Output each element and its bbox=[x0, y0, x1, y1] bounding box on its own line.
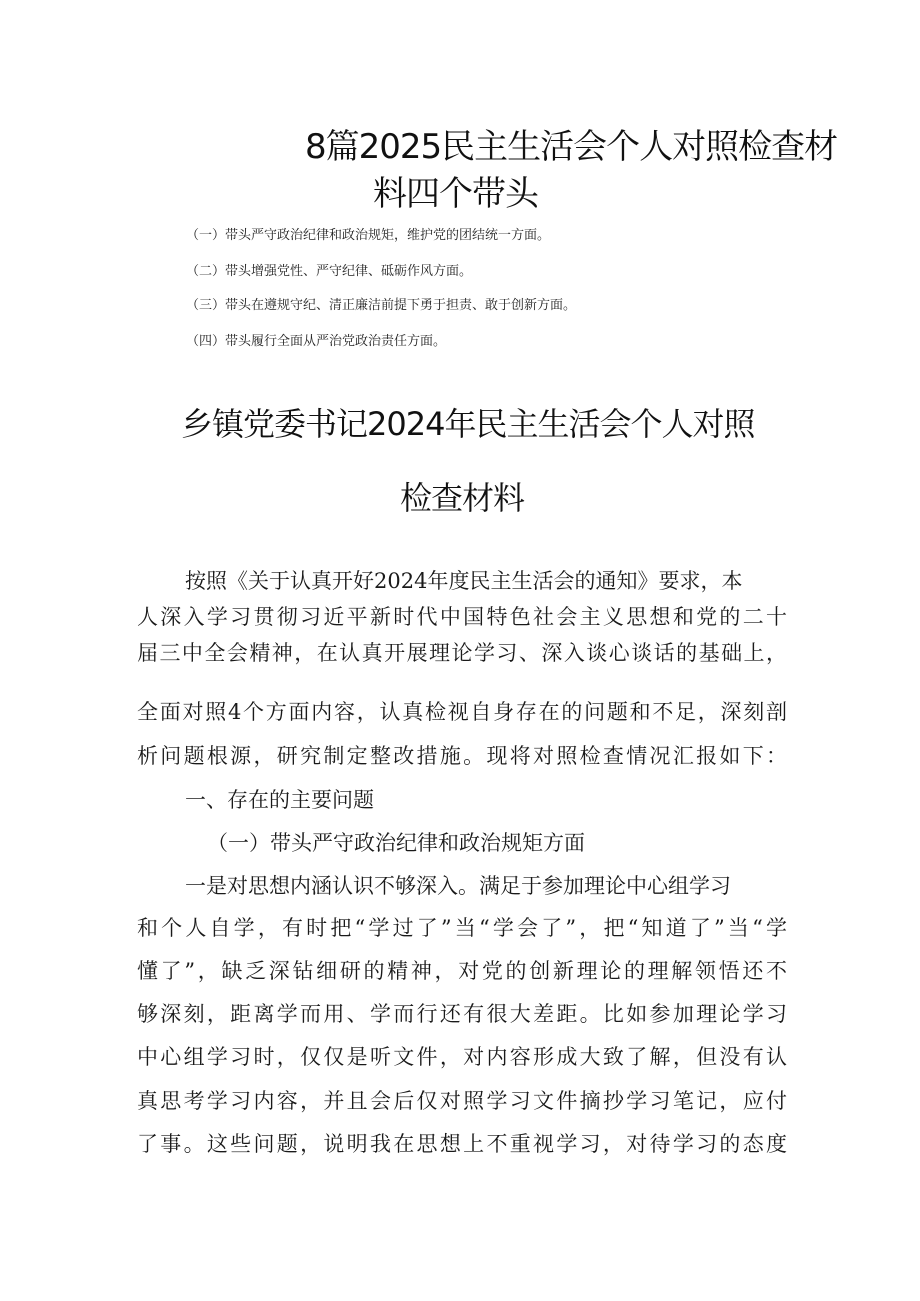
problem-line-5: 中心组学习时，仅仅是听文件，对内容形成大致了解，但没有认 bbox=[137, 1045, 787, 1069]
problem-line-7: 了事。这些问题，说明我在思想上不重视学习，对待学习的态度 bbox=[137, 1132, 787, 1156]
intro-line-5: 析问题根源，研究制定整改措施。现将对照检查情况汇报如下： bbox=[137, 744, 787, 768]
section-heading: 一、存在的主要问题 bbox=[185, 788, 374, 812]
intro-line-4: 全面对照4个方面内容，认真检视自身存在的问题和不足，深刻剖 bbox=[137, 700, 787, 724]
intro-line-2: 人深入学习贯彻习近平新时代中国特色社会主义思想和党的二十 bbox=[137, 605, 787, 629]
subsection-heading: （一）带头严守政治纪律和政治规矩方面 bbox=[207, 831, 585, 855]
main-title-line-1: 8篇2025民主生活会个人对照检查材 bbox=[305, 127, 838, 167]
main-title-line-2: 料四个带头 bbox=[373, 174, 538, 214]
problem-line-4: 够深刻，距离学而用、学而行还有很大差距。比如参加理论学习 bbox=[137, 1002, 787, 1026]
problem-line-2: 和个人自学，有时把“学过了”当“学会了”，把“知道了”当“学 bbox=[137, 916, 787, 940]
problem-line-6: 真思考学习内容，并且会后仅对照学习文件摘抄学习笔记，应付 bbox=[137, 1089, 787, 1113]
outline-item-4: （四）带头履行全面从严治党政治责任方面。 bbox=[186, 334, 447, 349]
article-title-line-1: 乡镇党委书记2024年民主生活会个人对照 bbox=[181, 405, 755, 443]
problem-line-3: 懂了”，缺乏深钻细研的精神，对党的创新理论的理解领悟还不 bbox=[137, 959, 787, 983]
intro-line-1: 按照《关于认真开好2024年度民主生活会的通知》要求，本 bbox=[185, 569, 743, 593]
outline-item-3: （三）带头在遵规守纪、清正廉洁前提下勇于担责、敢于创新方面。 bbox=[186, 298, 577, 313]
outline-item-2: （二）带头增强党性、严守纪律、砥砺作风方面。 bbox=[186, 264, 473, 279]
outline-item-1: （一）带头严守政治纪律和政治规矩，维护党的团结统一方面。 bbox=[186, 228, 551, 243]
intro-line-3: 届三中全会精神，在认真开展理论学习、深入谈心谈话的基础上， bbox=[137, 641, 787, 665]
problem-line-1: 一是对思想内涵认识不够深入。满足于参加理论中心组学习 bbox=[185, 874, 731, 898]
article-title-line-2: 检查材料 bbox=[400, 479, 525, 517]
